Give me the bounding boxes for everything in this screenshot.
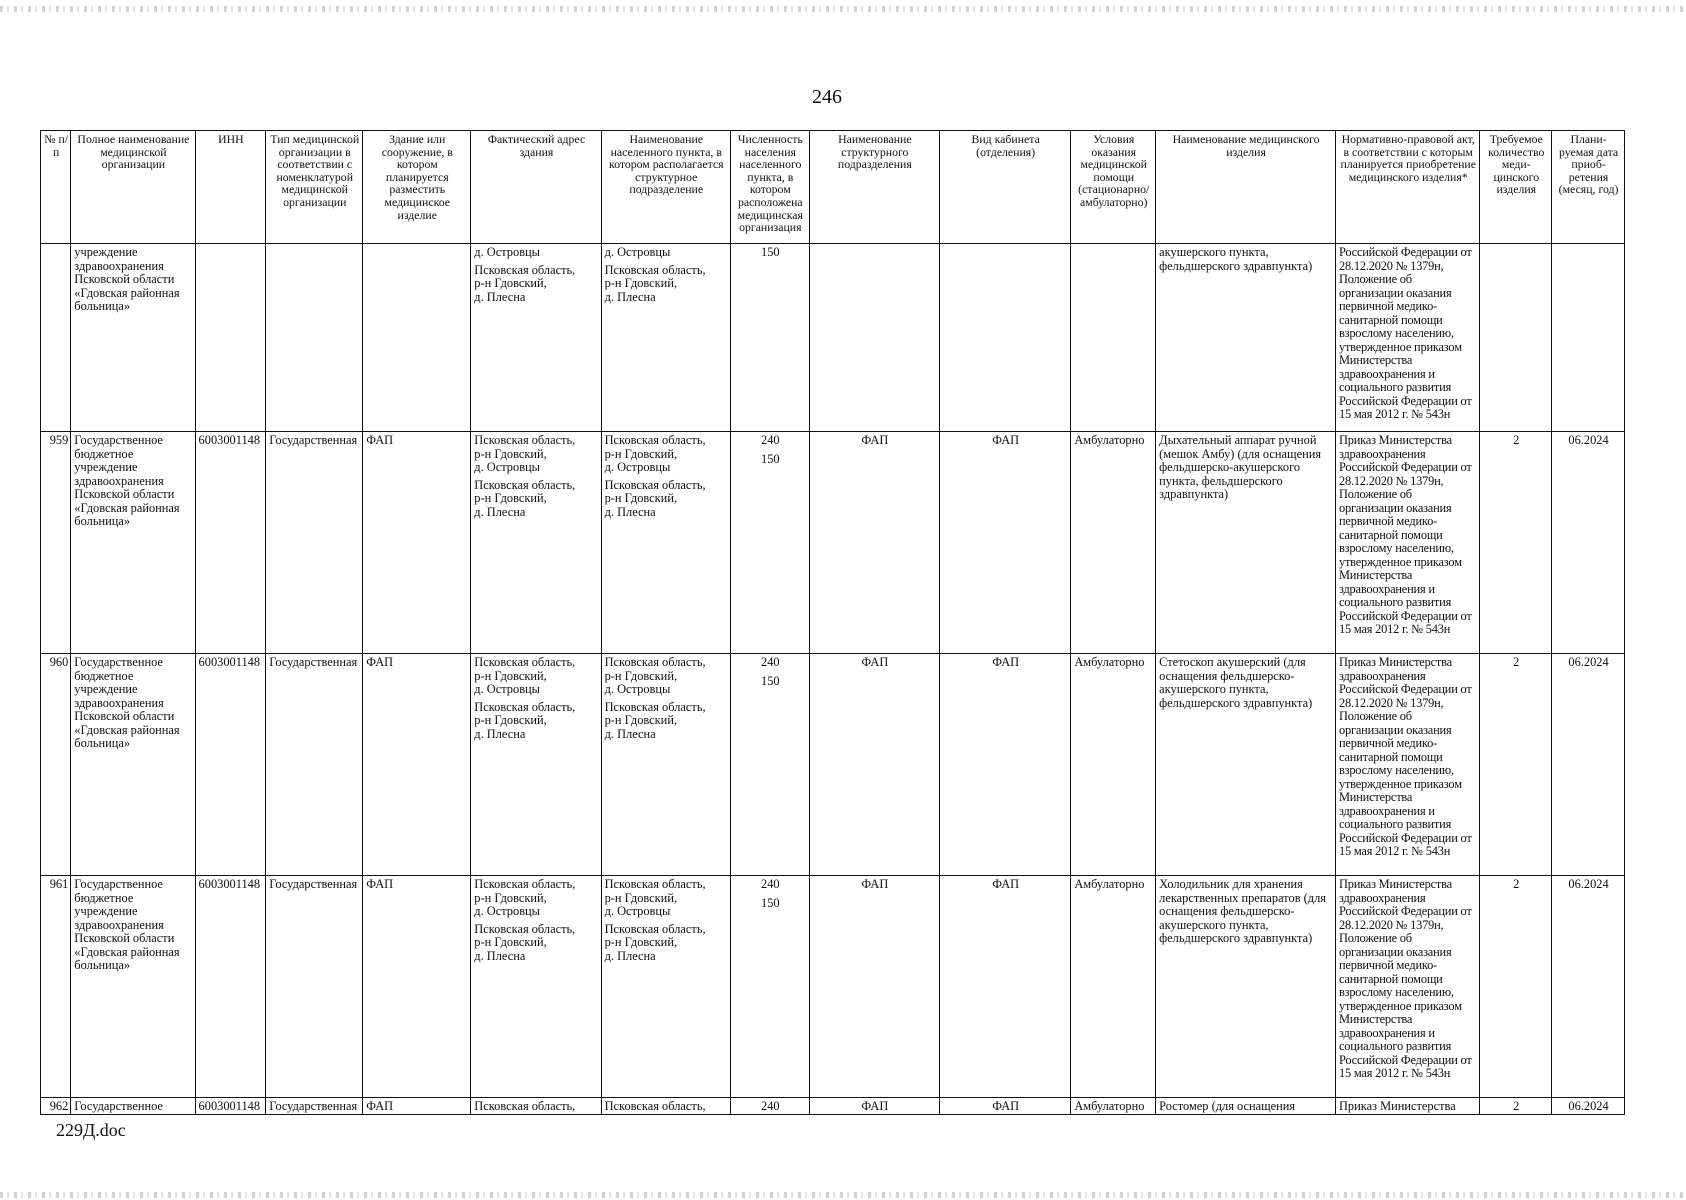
cell-population: 240 150 <box>730 432 809 654</box>
cell-qty <box>1480 244 1552 432</box>
cell-subdivision: ФАП <box>809 432 939 654</box>
table-row <box>41 876 1625 1098</box>
cell-device: Дыхательный аппарат ручной (мешок Амбу) (для оснащения фельдшерско-акушерского пункта, фельдшерского здравпункта) <box>1156 432 1336 654</box>
header-cell: Наименование структурного подразделения <box>809 131 939 244</box>
cell-settlement: д. Островцы Псковская область, р-н Гдовский, д. Плесна <box>601 244 730 432</box>
cell-conditions <box>1071 244 1156 432</box>
cell-org: учреждение здравоохранения Псковской области «Гдовская районная больница» <box>71 244 195 432</box>
header-cell: Вид кабинета (отделения) <box>940 131 1071 244</box>
header-cell: Наименование медицинского изделия <box>1156 131 1336 244</box>
cell-address: Псковская область, р-н Гдовский, д. Островцы Псковская область, р-н Гдовский, д. Плесна <box>471 876 601 1098</box>
cell-cabinet: ФАП <box>940 876 1071 1098</box>
cell-date: 06.2024 <box>1552 654 1625 876</box>
cell-address: Псковская область, <box>471 1098 601 1115</box>
cell-org: Государственное бюджетное учреждение здравоохранения Псковской области «Гдовская районная больница» <box>71 432 195 654</box>
header-cell: Здание или сооружение, в котором планируется разместить медицинское изделие <box>363 131 471 244</box>
cell-population: 240 150 <box>730 876 809 1098</box>
cell-conditions: Амбулаторно <box>1071 1098 1156 1115</box>
cell-org: Государственное <box>71 1098 195 1115</box>
header-cell: № п/п <box>41 131 71 244</box>
cell-cabinet: ФАП <box>940 1098 1071 1115</box>
cell-device: Стетоскоп акушерский (для оснащения фельдшерско-акушерского пункта, фельдшерского здравпункта) <box>1156 654 1336 876</box>
cell-building: ФАП <box>363 654 471 876</box>
cell-settlement: Псковская область, р-н Гдовский, д. Островцы Псковская область, р-н Гдовский, д. Плесна <box>601 432 730 654</box>
cell-settlement: Псковская область, <box>601 1098 730 1115</box>
cell-address: Псковская область, р-н Гдовский, д. Островцы Псковская область, р-н Гдовский, д. Плесна <box>471 654 601 876</box>
cell-date: 06.2024 <box>1552 876 1625 1098</box>
cell-inn <box>195 244 266 432</box>
cell-cabinet: ФАП <box>940 654 1071 876</box>
cell-address: д. Островцы Псковская область, р-н Гдовский, д. Плесна <box>471 244 601 432</box>
cell-inn: 6003001148 <box>195 432 266 654</box>
cell-population: 240 <box>730 1098 809 1115</box>
cell-conditions: Амбулаторно <box>1071 876 1156 1098</box>
cell-qty: 2 <box>1480 876 1552 1098</box>
cell-inn: 6003001148 <box>195 876 266 1098</box>
cell-building: ФАП <box>363 432 471 654</box>
table-row-continuation <box>41 244 1625 432</box>
cell-date <box>1552 244 1625 432</box>
cell-qty: 2 <box>1480 1098 1552 1115</box>
header-cell: Требуемое количество меди-цинского изделия <box>1480 131 1552 244</box>
header-cell: Плани-руемая дата приоб-ретения (месяц, год) <box>1552 131 1625 244</box>
scan-edge-top <box>0 6 1686 12</box>
header-cell: Фактический адрес здания <box>471 131 601 244</box>
cell-subdivision: ФАП <box>809 876 939 1098</box>
cell-type: Государственная <box>266 654 363 876</box>
cell-settlement: Псковская область, р-н Гдовский, д. Островцы Псковская область, р-н Гдовский, д. Плесна <box>601 654 730 876</box>
cell-type: Государственная <box>266 1098 363 1115</box>
table-row <box>41 654 1625 876</box>
cell-settlement: Псковская область, р-н Гдовский, д. Островцы Псковская область, р-н Гдовский, д. Плесна <box>601 876 730 1098</box>
table-header-row <box>41 131 1625 244</box>
cell-type <box>266 244 363 432</box>
cell-subdivision <box>809 244 939 432</box>
header-cell: Наименование населенного пункта, в котором располагается структурное подразделение <box>601 131 730 244</box>
cell-device: Холодильник для хранения лекарственных препаратов (для оснащения фельдшерско-акушерского пункта, фельдшерского здравпункта) <box>1156 876 1336 1098</box>
cell-legal: Приказ Министерства <box>1335 1098 1479 1115</box>
cell-inn: 6003001148 <box>195 654 266 876</box>
document-filename: 229Д.doc <box>56 1120 126 1140</box>
table-row <box>41 432 1625 654</box>
cell-population: 240 150 <box>730 654 809 876</box>
header-cell: ИНН <box>195 131 266 244</box>
cell-subdivision: ФАП <box>809 654 939 876</box>
medical-equipment-table <box>40 130 1625 1115</box>
page-number: 246 <box>812 86 842 108</box>
cell-type: Государственная <box>266 876 363 1098</box>
cell-legal: Российской Федерации от 28.12.2020 № 1379н, Положение об организации оказания первичной медико-санитарной помощи взрослому населению, утвержденное приказом Министерства здравоохранения и социального развития Российской Федерации от 15 мая 2012 г. № 543н <box>1335 244 1479 432</box>
cell-num: 962 <box>41 1098 71 1115</box>
cell-conditions: Амбулаторно <box>1071 432 1156 654</box>
cell-date: 06.2024 <box>1552 1098 1625 1115</box>
cell-device: Ростомер (для оснащения <box>1156 1098 1336 1115</box>
cell-building: ФАП <box>363 876 471 1098</box>
table-row-partial <box>41 1098 1625 1115</box>
cell-num: 961 <box>41 876 71 1098</box>
cell-num: 959 <box>41 432 71 654</box>
cell-num <box>41 244 71 432</box>
cell-num: 960 <box>41 654 71 876</box>
scan-edge-bottom <box>0 1192 1686 1198</box>
cell-date: 06.2024 <box>1552 432 1625 654</box>
cell-org: Государственное бюджетное учреждение здравоохранения Псковской области «Гдовская районная больница» <box>71 876 195 1098</box>
cell-cabinet <box>940 244 1071 432</box>
cell-legal: Приказ Министерства здравоохранения Российской Федерации от 28.12.2020 № 1379н, Положение об организации оказания первичной медико-санитарной помощи взрослому населению, утвержденное приказом Министерства здравоохранения и социального развития Российской Федерации от 15 мая 2012 г. № 543н <box>1335 654 1479 876</box>
cell-subdivision: ФАП <box>809 1098 939 1115</box>
cell-qty: 2 <box>1480 654 1552 876</box>
cell-address: Псковская область, р-н Гдовский, д. Островцы Псковская область, р-н Гдовский, д. Плесна <box>471 432 601 654</box>
cell-inn: 6003001148 <box>195 1098 266 1115</box>
cell-building <box>363 244 471 432</box>
header-cell: Тип медицинской организации в соответствии с номенклатурой медицинской организации <box>266 131 363 244</box>
header-cell: Полное наименование медицинской организации <box>71 131 195 244</box>
cell-type: Государственная <box>266 432 363 654</box>
cell-population: 150 <box>730 244 809 432</box>
cell-legal: Приказ Министерства здравоохранения Российской Федерации от 28.12.2020 № 1379н, Положение об организации оказания первичной медико-санитарной помощи взрослому населению, утвержденное приказом Министерства здравоохранения и социального развития Российской Федерации от 15 мая 2012 г. № 543н <box>1335 432 1479 654</box>
header-cell: Условия оказания медицинской помощи (стационарно/ амбулаторно) <box>1071 131 1156 244</box>
cell-legal: Приказ Министерства здравоохранения Российской Федерации от 28.12.2020 № 1379н, Положение об организации оказания первичной медико-санитарной помощи взрослому населению, утвержденное приказом Министерства здравоохранения и социального развития Российской Федерации от 15 мая 2012 г. № 543н <box>1335 876 1479 1098</box>
cell-device: акушерского пункта, фельдшерского здравпункта) <box>1156 244 1336 432</box>
header-cell: Нормативно-правовой акт, в соответствии с которым планируется приобретение медицинского изделия* <box>1335 131 1479 244</box>
cell-qty: 2 <box>1480 432 1552 654</box>
cell-org: Государственное бюджетное учреждение здравоохранения Псковской области «Гдовская районная больница» <box>71 654 195 876</box>
header-cell: Численность населения населенного пункта, в котором расположена медицинская организация <box>730 131 809 244</box>
cell-conditions: Амбулаторно <box>1071 654 1156 876</box>
cell-building: ФАП <box>363 1098 471 1115</box>
cell-cabinet: ФАП <box>940 432 1071 654</box>
